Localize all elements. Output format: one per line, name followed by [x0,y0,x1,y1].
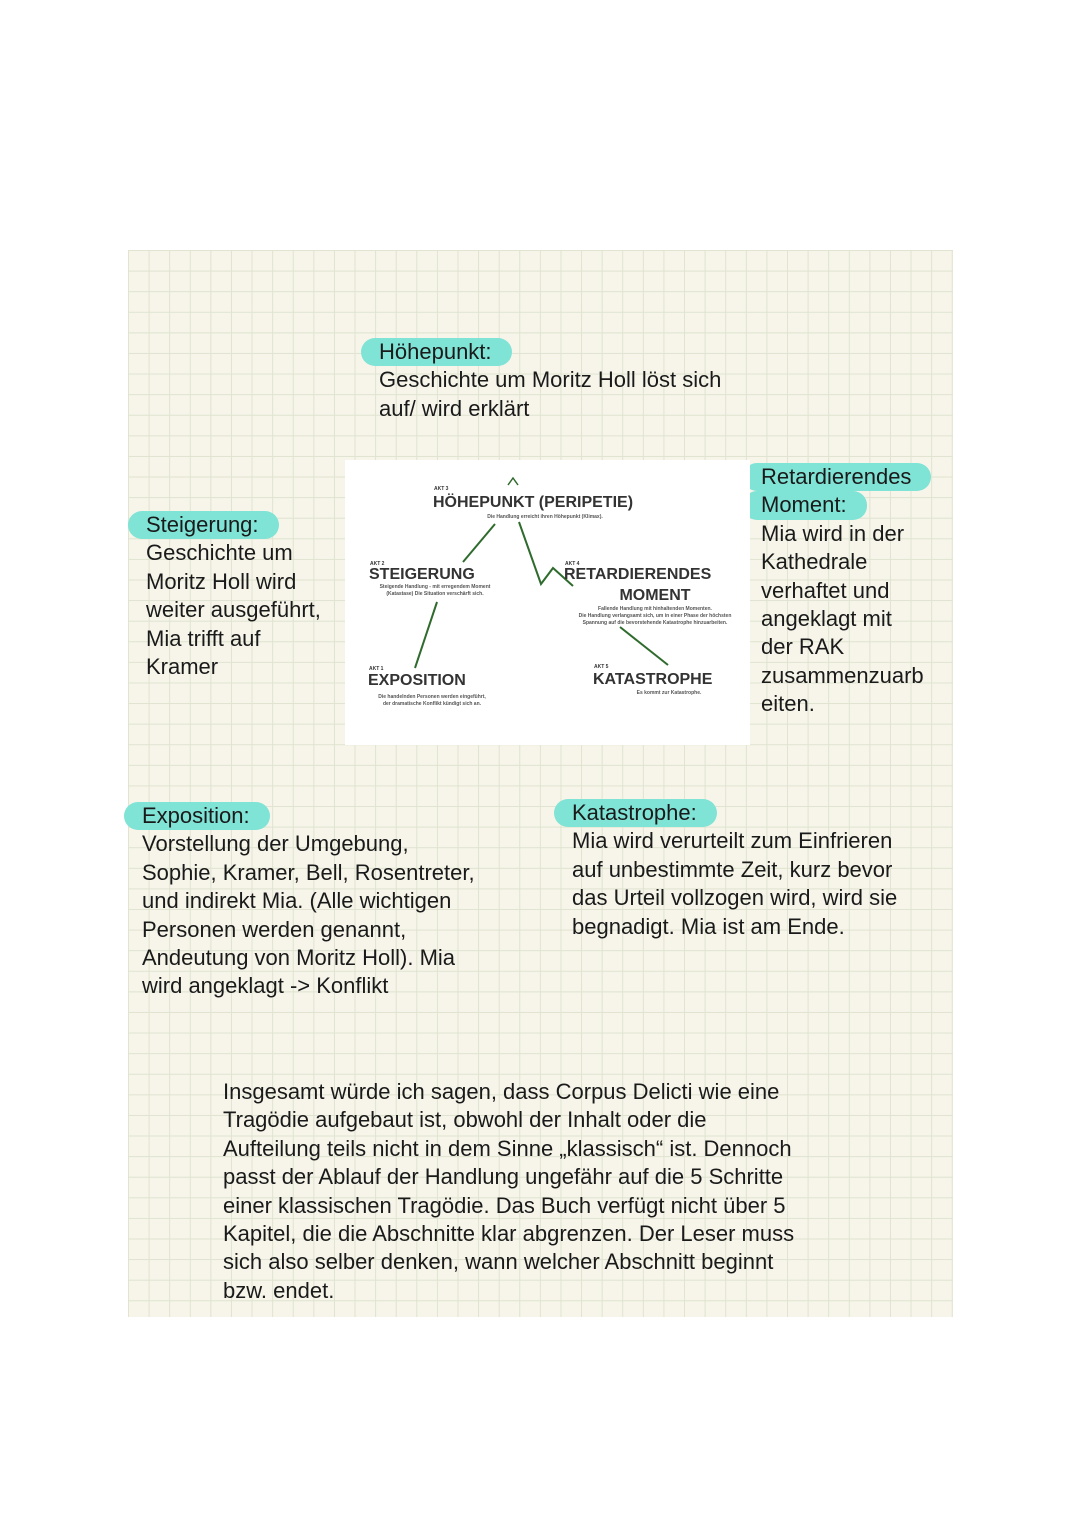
akt4-desc: Die Handlung verlangsamt sich, um in einer Phase der höchsten [578,613,732,619]
steigerung-line: Kramer [146,654,219,680]
retardierend-line: Kathedrale [761,549,868,575]
akt5-title: KATASTROPHE [593,671,713,688]
exposition-line: und indirekt Mia. (Alle wichtigen [142,888,452,914]
katastrophe-line: Mia wird verurteilt zum Einfrieren [572,828,893,854]
hoehepunkt-note [379,338,721,423]
freytag-diagram [345,460,750,745]
steigerung-heading: Steigerung: [128,511,279,539]
retardierend-line: verhaftet und [761,577,890,603]
exposition-line: Sophie, Kramer, Bell, Rosentreter, [142,859,475,885]
summary-line: passt der Ablauf der Handlung ungefähr auf die 5 Schritte [223,1164,784,1190]
steigerung-line: Moritz Holl wird [146,568,297,594]
steigerung-line: Geschichte um [146,540,293,566]
freytag-pyramid-svg [345,460,750,745]
summary-line: Aufteilung teils nicht in dem Sinne „klassisch“ ist. Dennoch [223,1135,792,1161]
retardierend-line: Mia wird in der [761,520,905,546]
summary-line: sich also selber denken, wann welcher Abschnitt beginnt [223,1249,774,1275]
exposition-line: Personen werden genannt, [142,916,407,942]
retardierend-note [761,463,931,719]
akt4-label: AKT 4 [565,561,580,567]
akt3-desc: Die Handlung erreicht ihren Höhepunkt (Klimax). [487,514,603,520]
katastrophe-line: auf unbestimmte Zeit, kurz bevor [572,856,893,882]
summary-line: einer klassischen Tragödie. Das Buch verfügt nicht über 5 [223,1192,786,1218]
peak-caret [508,478,518,485]
akt5-label: AKT 5 [594,664,609,670]
retardierend-line: angeklagt mit [761,606,892,632]
steigerung-line: Mia trifft auf [146,625,261,651]
exposition-note [142,802,475,1001]
akt1-title: EXPOSITION [368,672,466,689]
akt2-label: AKT 2 [370,561,385,567]
line-exposition-steigerung [415,602,437,668]
katastrophe-line: begnadigt. Mia ist am Ende. [572,913,845,939]
akt3-label: AKT 3 [434,486,449,492]
steigerung-line: weiter ausgeführt, [146,597,321,623]
akt2-title: STEIGERUNG [369,566,475,583]
retardierend-line: der RAK [761,634,845,660]
line-steigerung-hoehepunkt [463,524,495,562]
exposition-line: Andeutung von Moritz Holl). Mia [142,945,456,971]
steigerung-note [146,511,321,681]
summary-line: Kapitel, die die Abschnitte klar abgrenzen. Der Leser muss [223,1221,795,1247]
hoehepunkt-line: auf/ wird erklärt [379,395,530,421]
summary-line: Tragödie aufgebaut ist, obwohl der Inhalt oder die [223,1107,707,1133]
exposition-line: Vorstellung der Umgebung, [142,831,409,857]
hoehepunkt-heading: Höhepunkt: [361,338,512,366]
summary-paragraph [223,1078,794,1305]
summary-line: bzw. endet. [223,1277,335,1303]
akt3-title: HÖHEPUNKT (PERIPETIE) [433,494,634,511]
hoehepunkt-line: Geschichte um Moritz Holl löst sich [379,367,722,393]
retardierend-line: eiten. [761,691,815,717]
katastrophe-line: das Urteil vollzogen wird, wird sie [572,885,898,911]
exposition-heading: Exposition: [124,802,270,830]
akt4-desc: Spannung auf die bevorstehende Katastrophe hinzuarbeiten. [582,620,728,626]
exposition-line: wird angeklagt -> Konflikt [142,973,389,999]
summary-line: Insgesamt würde ich sagen, dass Corpus Delicti wie eine [223,1079,780,1104]
akt4-desc: Fallende Handlung mit hinhaltenden Momenten. [598,606,712,612]
akt2-desc: (Katastase) Die Situation verschärft sich. [386,591,484,597]
katastrophe-heading: Katastrophe: [554,799,717,827]
katastrophe-note [572,799,897,941]
akt1-label: AKT 1 [369,666,384,672]
akt1-desc: der dramatische Konflikt kündigt sich an. [382,701,482,707]
retardierend-heading: Moment: [743,491,867,519]
akt5-desc: Es kommt zur Katastrophe. [636,690,702,696]
akt4-title: RETARDIERENDES [564,566,712,583]
akt4-title: MOMENT [619,587,691,604]
line-retardierend-katastrophe [620,627,668,665]
retardierend-line: zusammenzuarb [761,662,924,688]
retardierend-heading: Retardierendes [743,463,931,491]
akt1-desc: Die handelnden Personen werden eingeführt, [378,694,486,700]
akt2-desc: Steigende Handlung - mit erregendem Moment [379,584,491,590]
